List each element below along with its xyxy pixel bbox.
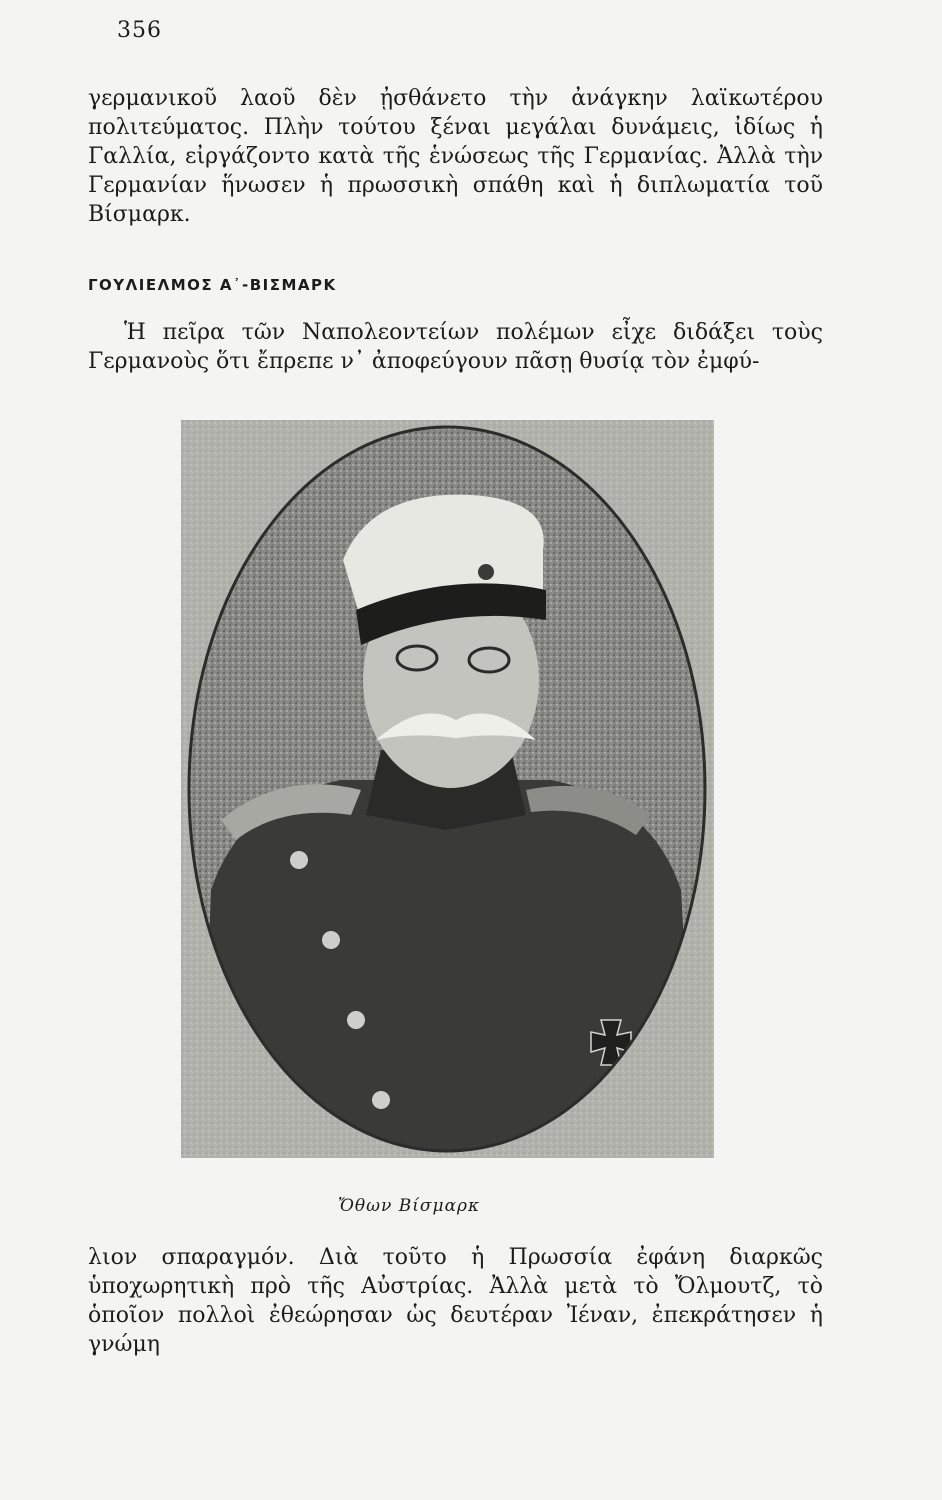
paragraph-section-start: Ἡ πεῖρα τῶν Ναπολεοντείων πολέμων εἶχε διδάξει τοὺς Γερμανοὺς ὅτι ἔπρεπε ν᾽ ἀποφεύγουν πᾶσῃ θυσίᾳ τὸν ἐμφύ- xyxy=(88,320,823,374)
figure-caption: Ὄθων Βίσμαρκ xyxy=(338,1196,481,1216)
page-number: 356 xyxy=(117,18,162,43)
portrait-photo-icon xyxy=(181,420,714,1158)
paragraph-continuation: λιον σπαραγμόν. Διὰ τοῦτο ἡ Πρωσσία ἐφάνη διαρκῶς ὑποχωρητικὴ πρὸ τῆς Αὐστρίας. Ἀλλὰ μετὰ τὸ Ὄλμουτζ, τὸ ὁποῖον πολλοὶ ἐθεώρησαν ὡς δευτέραν Ἰέναν, ἐπεκράτησεν ἡ γνώμη xyxy=(88,1245,823,1357)
section-heading: ΓΟΥΛΙΕΛΜΟΣ Α᾽-ΒΙΣΜΑΡΚ xyxy=(88,276,337,294)
paragraph-intro: γερμανικοῦ λαοῦ δὲν ᾐσθάνετο τὴν ἀνάγκην λαϊκωτέρου πολιτεύματος. Πλὴν τούτου ξέναι μεγάλαι δυνάμεις, ἰδίως ἡ Γαλλία, εἰργάζοντο κατὰ τῆς ἑνώσεως τῆς Γερμανίας. Ἀλλὰ τὴν Γερμανίαν ἥνωσεν ἡ πρωσσικὴ σπάθη καὶ ἡ διπλωματία τοῦ Βίσμαρκ. xyxy=(88,86,823,227)
bismarck-portrait-image xyxy=(181,420,714,1158)
